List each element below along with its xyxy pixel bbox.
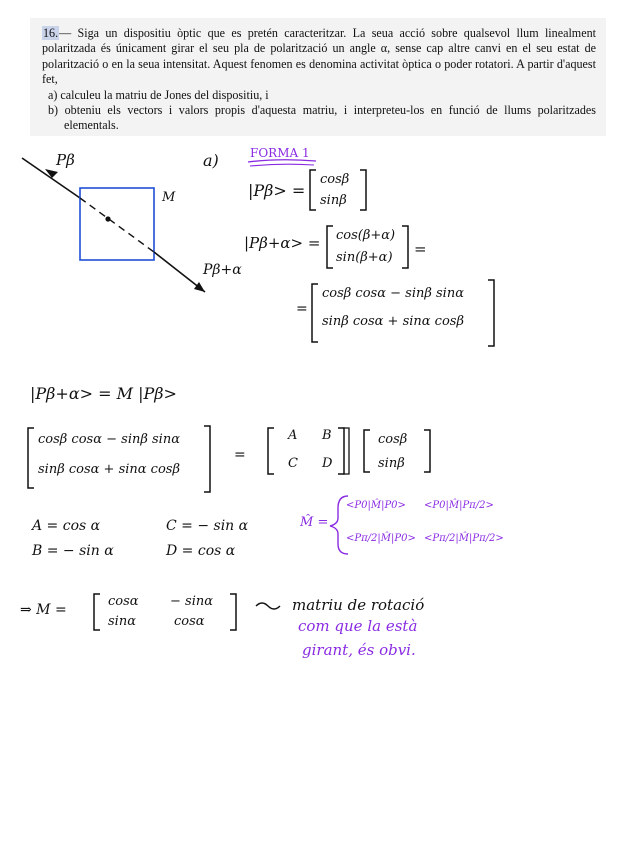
bracket-right <box>338 428 344 474</box>
inner-ray <box>80 198 154 252</box>
final-12: − sinα <box>170 594 214 609</box>
output-label: Pβ+α <box>203 262 242 278</box>
bracket-right <box>488 280 494 346</box>
matrix-left-row-2: sinβ cosα + sinα cosβ <box>38 462 180 477</box>
mhat-11: <P0|M̂|P0> <box>346 500 406 511</box>
equals-sign: = <box>296 301 308 317</box>
forma-label: FORMA 1 <box>250 146 310 160</box>
matrix-c: C <box>288 456 298 471</box>
problem-number: 16. <box>43 26 59 40</box>
mhat-12: <P0|M̂|Pπ/2> <box>424 500 494 511</box>
bracket-right <box>230 594 236 630</box>
expanded-row-1: cosβ cosα − sinβ sinα <box>322 286 464 301</box>
equals-sign: = <box>414 240 427 258</box>
incident-arrowhead <box>45 169 58 178</box>
problem-text: Siga un dispositiu òptic que es pretén caracteritzar. La seua acció sobre qualsevol llum linealment polaritzada és únicament girar el seu pla de polarització un angle α, sense cap altre canvi en el seu estat de polarització o en la seua intensitat. Aquest fenomen es denomina activitat òptica o poder rotatori. A partir d'aquest fet, <box>42 26 596 87</box>
bracket-right <box>360 170 366 210</box>
device-box <box>80 188 154 260</box>
bracket-left <box>364 430 370 472</box>
bracket-right <box>204 426 210 492</box>
ket-beta-row-2: sinβ <box>320 193 347 208</box>
problem-item-b: b) obteniu els vectors i valors propis d'aquesta matriu, i interpreteu-los en funció de llums polaritzades elementals. <box>48 103 596 133</box>
ket-sum: |Pβ+α> = <box>244 234 321 252</box>
bracket-left <box>268 428 274 474</box>
ket-sum-row-1: cos(β+α) <box>336 228 396 243</box>
vector-row-2: sinβ <box>378 456 405 471</box>
ket-beta-row-1: cosβ <box>320 172 350 187</box>
bracket-left <box>94 594 100 630</box>
final-22: cosα <box>174 614 205 629</box>
expanded-row-2: sinβ cosα + sinα cosβ <box>322 314 464 329</box>
purple-comment-1: com que la està <box>298 617 418 635</box>
final-21: sinα <box>108 614 136 629</box>
forma-underline <box>248 160 316 162</box>
center-dot <box>105 216 110 221</box>
ket-sum-row-2: sin(β+α) <box>336 250 393 265</box>
matrix-a: A <box>288 428 298 443</box>
coef-b: B = − sin α <box>32 543 114 559</box>
final-11: cosα <box>108 594 139 609</box>
problem-dash: — <box>59 26 78 40</box>
purple-comment-2: girant, és obvi. <box>302 641 416 659</box>
part-a-label: a) <box>203 151 219 170</box>
output-arrowhead <box>194 282 205 292</box>
vector-row-1: cosβ <box>378 432 408 447</box>
matrix-d: D <box>322 456 333 471</box>
ket-beta: |Pβ> = <box>248 181 306 200</box>
final-prefix: ⇒ M = <box>20 602 67 618</box>
mhat-21: <Pπ/2|M̂|P0> <box>346 533 416 544</box>
coef-d: D = cos α <box>166 543 236 559</box>
squiggle-arrow-icon <box>256 603 280 609</box>
coef-a: A = cos α <box>32 518 101 534</box>
incident-label: Pβ <box>56 151 75 169</box>
equals-sign: = <box>234 447 246 463</box>
mhat-22: <Pπ/2|M̂|Pπ/2> <box>424 533 504 544</box>
device-label: M <box>162 190 176 205</box>
bracket-left <box>312 284 318 342</box>
coef-c: C = − sin α <box>166 518 249 534</box>
bracket-left <box>327 226 333 268</box>
matrix-left-row-1: cosβ cosα − sinβ sinα <box>38 432 180 447</box>
problem-item-a: a) calculeu la matriu de Jones del dispositiu, i <box>48 87 269 102</box>
forma-underline-2 <box>250 164 314 166</box>
matrix-b: B <box>322 428 332 443</box>
final-comment: matriu de rotació <box>292 596 425 614</box>
bracket-right <box>402 226 408 268</box>
bracket-left <box>28 428 34 488</box>
mhat-label: M̂ = <box>300 515 329 530</box>
relation-equation: |Pβ+α> = M |Pβ> <box>30 384 177 403</box>
bracket-right <box>424 430 430 472</box>
bracket-left <box>310 170 316 210</box>
